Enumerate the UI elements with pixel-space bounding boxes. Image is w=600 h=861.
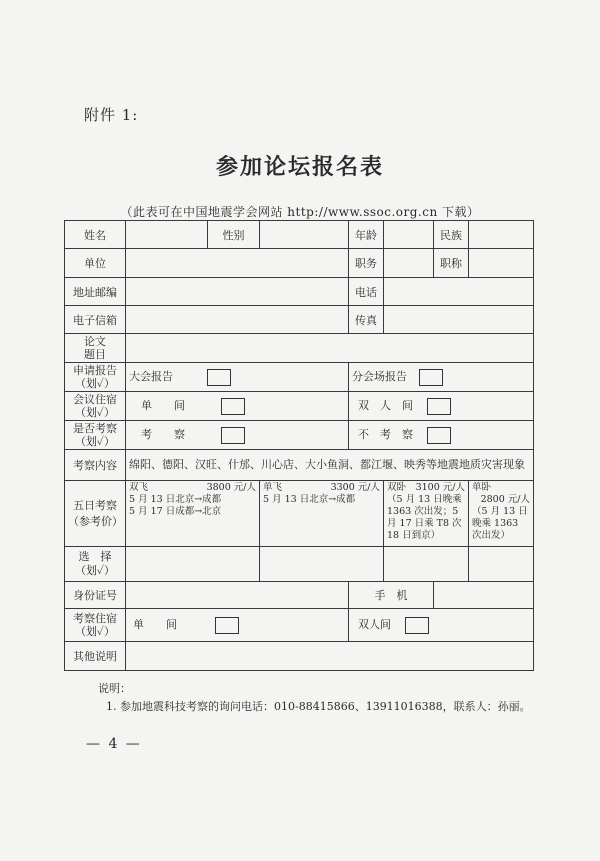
name-field[interactable]: [126, 221, 208, 249]
price-option-detail: （5 月 13 日晚乘 1363 次出发；5 月 17 日乘 T8 次 18 日到京）: [387, 494, 462, 541]
fax-field[interactable]: [384, 306, 534, 334]
price-option-price: 3300 元/人: [330, 482, 380, 493]
notes-label: 说明：: [98, 682, 131, 695]
registration-form-table: [64, 220, 534, 671]
price-option-double-flight: [126, 481, 260, 547]
yes-excursion-label: 考 察: [141, 428, 185, 442]
select-label: 选 择 （划✓）: [65, 547, 126, 582]
row-other: [65, 642, 534, 671]
row-excursion-content: [65, 450, 534, 481]
single-room-label: 单 间: [141, 399, 185, 413]
page-number: — 4 —: [86, 736, 142, 752]
row-exc-accommodation: [65, 609, 534, 642]
other-field[interactable]: [126, 642, 534, 671]
price-option-name: 双飞: [129, 482, 149, 493]
no-excursion-checkbox[interactable]: [427, 427, 451, 444]
age-label: 年龄: [349, 221, 384, 249]
no-excursion-label: 不 考 察: [358, 428, 413, 442]
unit-field[interactable]: [126, 249, 349, 278]
duty-label: 职务: [349, 249, 384, 278]
phone-field[interactable]: [384, 278, 534, 306]
price-option-name: 双卧: [387, 482, 407, 493]
excursion-content-text: 绵阳、德阳、汉旺、什邡、川心店、大小鱼洞、都江堰、映秀等地震地质灾害现象: [126, 450, 534, 481]
title-rank-field[interactable]: [469, 249, 534, 278]
price-option-price: 2800 元/人: [480, 494, 530, 505]
mobile-field[interactable]: [434, 582, 534, 609]
id-number-label: 身份证号: [65, 582, 126, 609]
phone-label: 电话: [349, 278, 384, 306]
excursion-content-label: 考察内容: [65, 450, 126, 481]
apply-report-label: 申请报告 （划✓）: [65, 363, 126, 392]
price-option-detail: （5 月 13 日晚乘 1363 次出发）: [472, 506, 528, 541]
select-double-sleeper-cell[interactable]: [384, 547, 469, 582]
address-label: 地址邮编: [65, 278, 126, 306]
exc-double-label: 双人间: [358, 618, 391, 632]
exc-single-label: 单 间: [133, 618, 177, 632]
gender-label: 性别: [208, 221, 260, 249]
paper-title-field[interactable]: [126, 334, 534, 363]
address-field[interactable]: [126, 278, 349, 306]
exc-double-checkbox[interactable]: [405, 617, 429, 634]
session-report-label: 分会场报告: [352, 370, 407, 384]
title-rank-label: 职称: [434, 249, 469, 278]
price-option-single-sleeper: [469, 481, 534, 547]
other-label: 其他说明: [65, 642, 126, 671]
excursion-label: 是否考察 （划✓）: [65, 421, 126, 450]
row-unit: [65, 249, 534, 278]
double-room-checkbox[interactable]: [427, 398, 451, 415]
attachment-label: 附件 1:: [84, 106, 139, 124]
select-double-flight-cell[interactable]: [126, 547, 260, 582]
row-apply-report: [65, 363, 534, 392]
fax-label: 传真: [349, 306, 384, 334]
plenary-report-checkbox[interactable]: [207, 369, 231, 386]
row-five-day-prices: [65, 481, 534, 547]
duty-field[interactable]: [384, 249, 434, 278]
price-option-detail: 5 月 13 日北京→成都 5 月 17 日成都→北京: [129, 494, 222, 517]
price-option-name: 单卧: [472, 482, 492, 493]
email-field[interactable]: [126, 306, 349, 334]
id-number-field[interactable]: [126, 582, 349, 609]
price-option-name: 单飞: [263, 482, 283, 493]
select-single-sleeper-cell[interactable]: [469, 547, 534, 582]
ethnicity-label: 民族: [434, 221, 469, 249]
five-day-label: 五日考察 （参考价）: [65, 481, 126, 547]
mobile-label: 手 机: [349, 582, 434, 609]
row-excursion: [65, 421, 534, 450]
age-field[interactable]: [384, 221, 434, 249]
select-single-flight-cell[interactable]: [260, 547, 384, 582]
email-label: 电子信箱: [65, 306, 126, 334]
yes-excursion-checkbox[interactable]: [221, 427, 245, 444]
price-option-detail: 5 月 13 日北京→成都: [263, 494, 356, 505]
name-label: 姓名: [65, 221, 126, 249]
accommodation-label: 会议住宿 （划✓）: [65, 392, 126, 421]
paper-title-label: 论文 题目: [65, 334, 126, 363]
ethnicity-field[interactable]: [469, 221, 534, 249]
row-address: [65, 278, 534, 306]
price-option-price: 3100 元/人: [415, 482, 465, 493]
plenary-report-label: 大会报告: [129, 370, 173, 384]
price-option-price: 3800 元/人: [206, 482, 256, 493]
form-subtitle: （此表可在中国地震学会网站 http://www.ssoc.org.cn 下载）: [120, 205, 480, 219]
price-option-single-flight: [260, 481, 384, 547]
row-email: [65, 306, 534, 334]
row-select: [65, 547, 534, 582]
gender-field[interactable]: [260, 221, 349, 249]
row-accommodation: [65, 392, 534, 421]
exc-accommodation-label: 考察住宿 （划✓）: [65, 609, 126, 642]
exc-single-checkbox[interactable]: [215, 617, 239, 634]
row-paper-title: [65, 334, 534, 363]
form-title: 参加论坛报名表: [215, 154, 384, 180]
row-id: [65, 582, 534, 609]
double-room-label: 双 人 间: [358, 399, 413, 413]
note-item: 1. 参加地震科技考察的询问电话：010-88415866、13911016388，联系人：孙丽。: [106, 700, 531, 713]
row-name: [65, 221, 534, 249]
price-option-double-sleeper: [384, 481, 469, 547]
session-report-checkbox[interactable]: [419, 369, 443, 386]
unit-label: 单位: [65, 249, 126, 278]
single-room-checkbox[interactable]: [221, 398, 245, 415]
